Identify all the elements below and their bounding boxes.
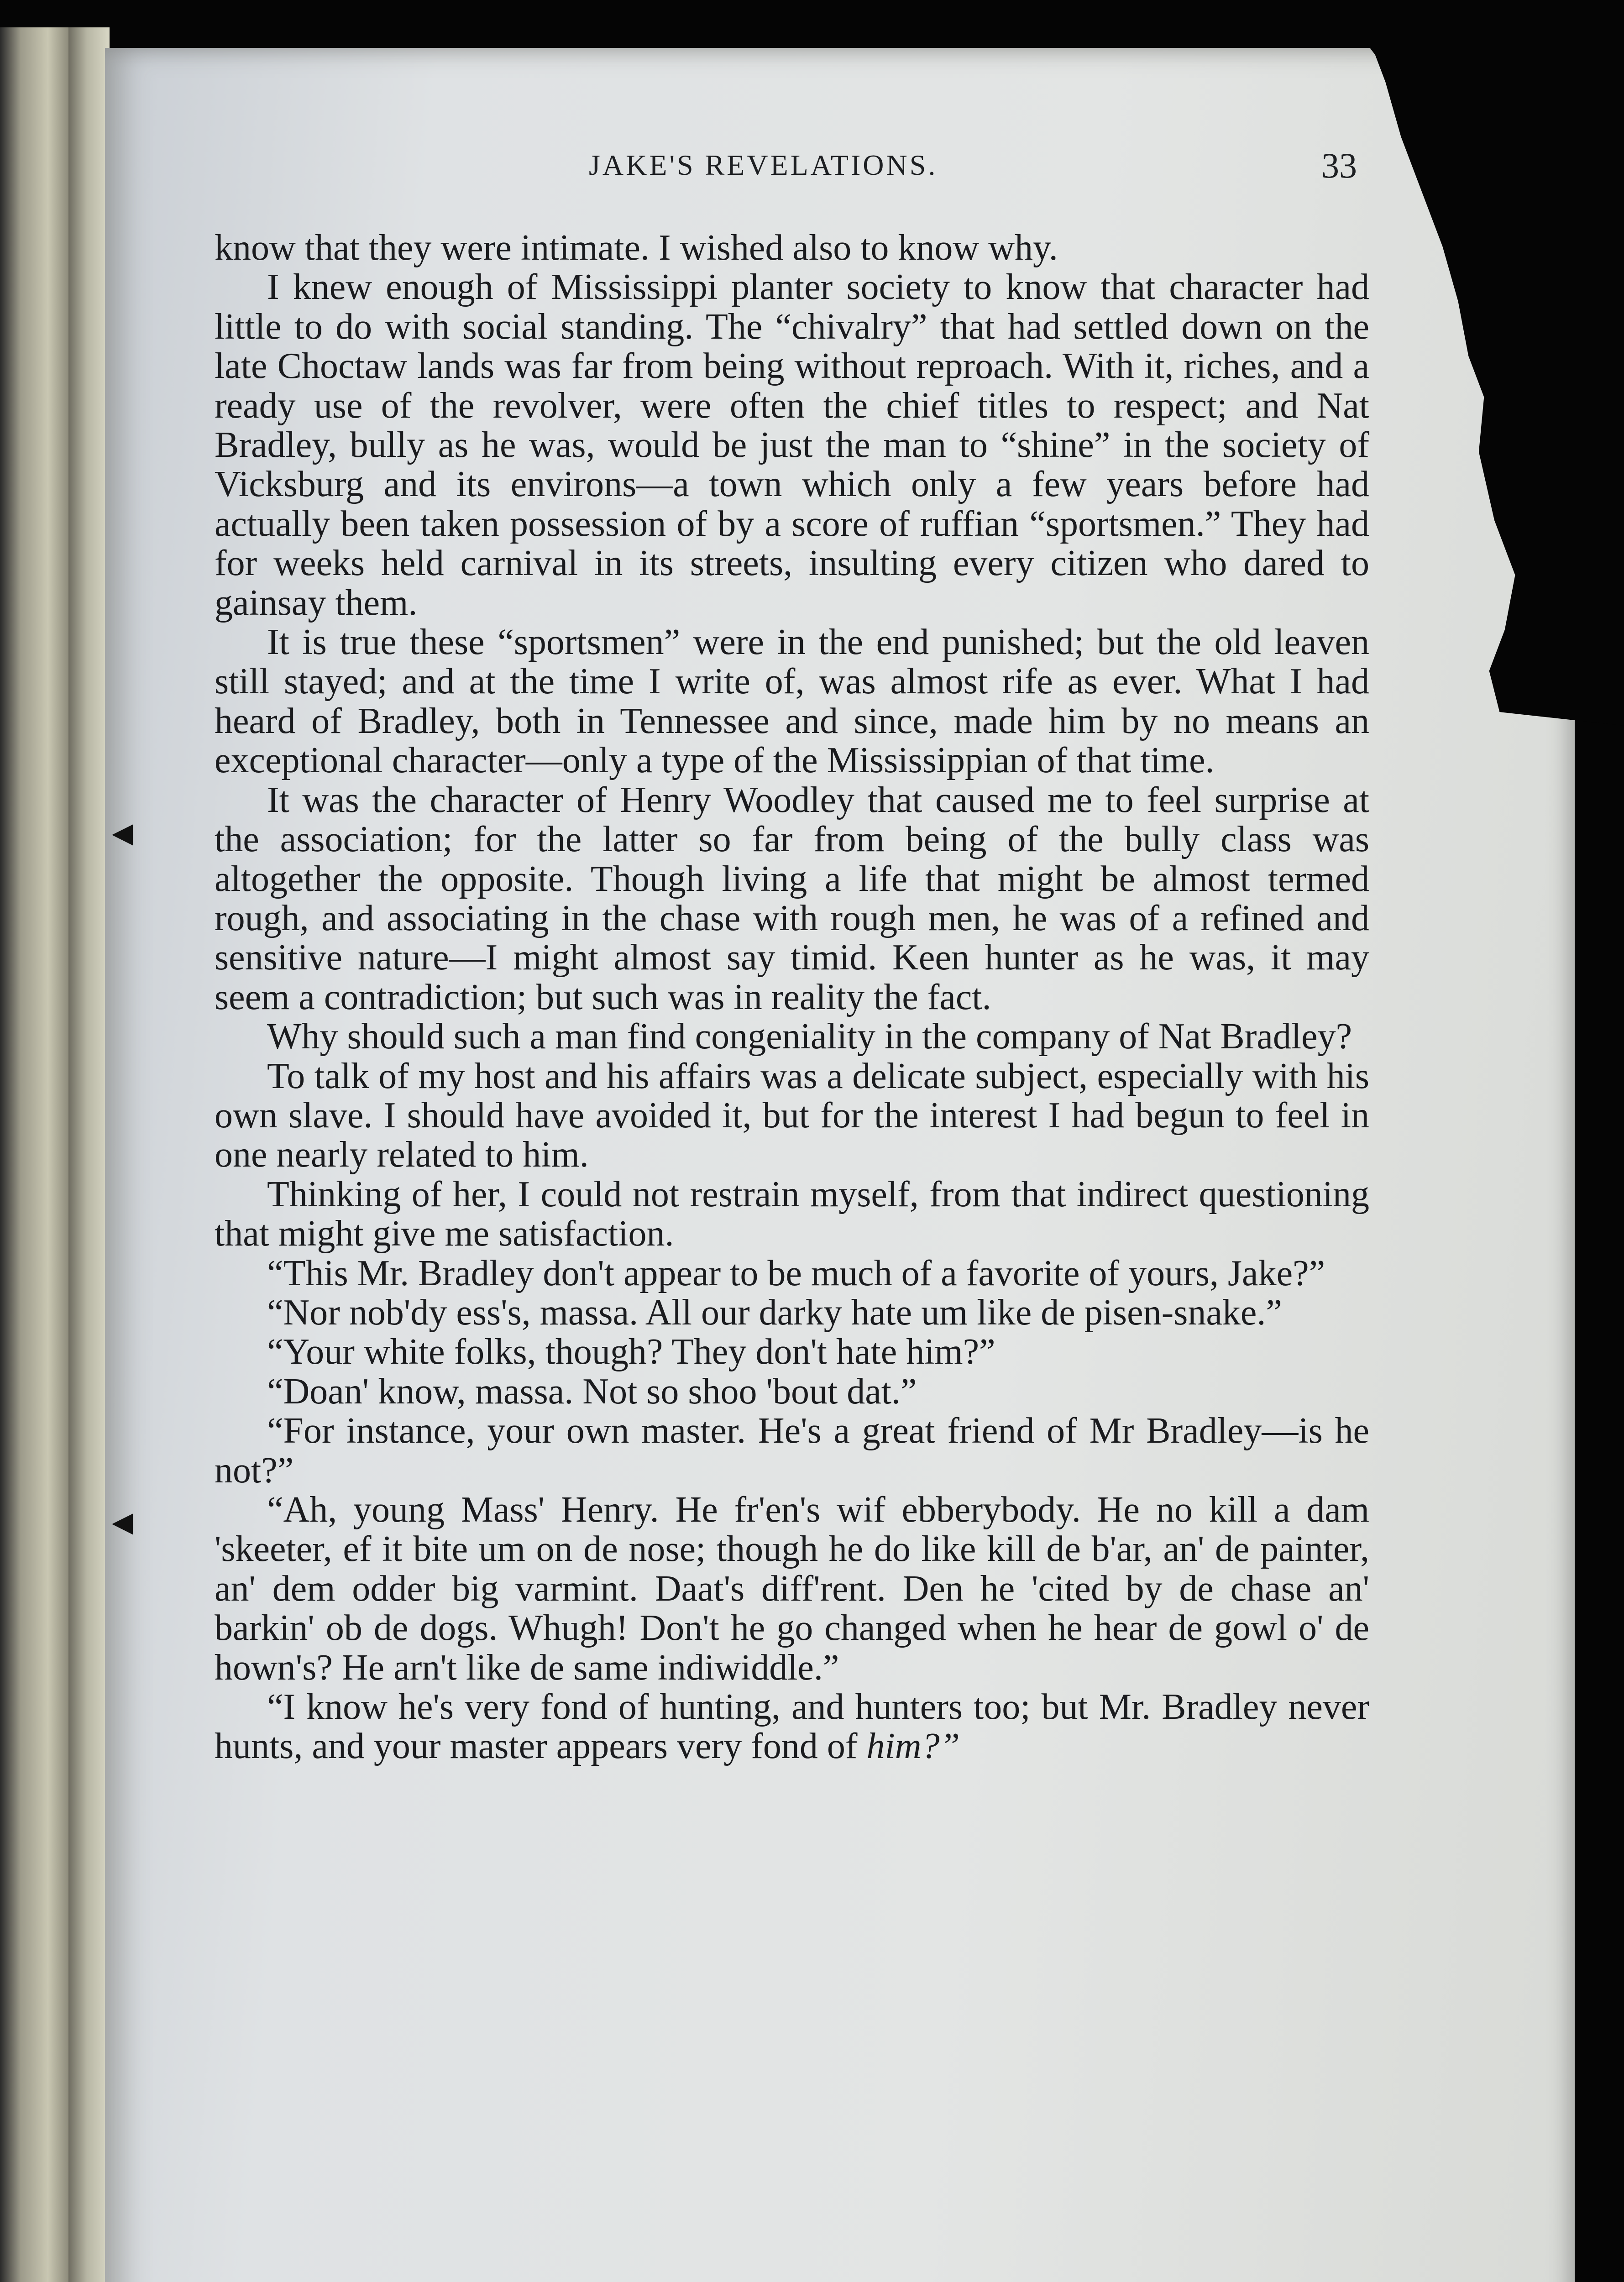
paragraph: know that they were intimate. I wished also to know why.: [215, 228, 1058, 268]
paragraph: “Doan' know, massa. Not so shoo 'bout dat.”: [267, 1371, 917, 1412]
paragraph: “For instance, your own master. He's a great friend of Mr Bradley—is he not?”: [215, 1411, 1369, 1491]
book-gutter: [68, 27, 110, 2282]
paragraph: “Ah, young Mass' Henry. He fr'en's wif ebberybody. He no kill a dam 'skeeter, ef it bite um on de nose; though he do like kill de b'ar, an' de painter, an' dem odder big varmint. Daat's diff'rent. Den he 'cited by de chase an' barkin' ob de dogs. Whugh! Don't he go changed when he hear de gowl o' de hown's? He arn't like de same indiwiddle.”: [215, 1490, 1369, 1688]
facing-page-edge: [0, 27, 68, 2282]
running-head: JAKE'S REVELATIONS.: [589, 149, 938, 181]
body-text: [215, 228, 1369, 1766]
paragraph: It is true these “sportsmen” were in the end punished; but the old leaven still stayed; and at the time I write of, was almost rife as ever. What I had heard of Bradley, both in Tennessee and since, made him by no means an exceptional character—only a type of the Mississippian of that time.: [215, 622, 1369, 781]
paragraph: Thinking of her, I could not restrain myself, from that indirect questioning that might give me satisfaction.: [215, 1174, 1369, 1254]
italic-ending: him?”: [866, 1726, 960, 1767]
paragraph: It was the character of Henry Woodley that caused me to feel surprise at the association; for the latter so far from being of the bully class was altogether the opposite. Though living a life that might be almost termed rough, and associating in the chase with rough men, he was of a refined and sensitive nature—I might almost say timid. Keen hunter as he was, it may seem a contradiction; but such was in reality the fact.: [215, 780, 1369, 1017]
paragraph: “Nor nob'dy ess's, massa. All our darky hate um like de pisen-snake.”: [267, 1292, 1282, 1333]
margin-mark: ◀: [112, 1507, 133, 1537]
margin-mark: ◀: [112, 818, 133, 848]
paragraph: Why should such a man find congeniality in the company of Nat Bradley?: [267, 1016, 1352, 1057]
paragraph: I knew enough of Mississippi planter society to know that character had little to do with social standing. The “chivalry” that had settled down on the late Choctaw lands was far from being without reproach. With it, riches, and a ready use of the revolver, were often the chief titles to respect; and Nat Bradley, bully as he was, would be just the man to “shine” in the society of Vicksburg and its environs—a town which only a few years before had actually been taken possession of by a score of ruffian “sportsmen.” They had for weeks held carnival in its streets, insulting every citizen who dared to gainsay them.: [215, 267, 1369, 623]
paragraph-text: “I know he's very fond of hunting, and hunters too; but Mr. Bradley never hunts, and your master appears very fond of: [215, 1687, 1369, 1767]
page-number: 33: [1321, 146, 1357, 185]
paragraph-final: [215, 1687, 1369, 1766]
paragraph: “This Mr. Bradley don't appear to be much of a favorite of yours, Jake?”: [267, 1253, 1325, 1293]
paragraph: “Your white folks, though? They don't hate him?”: [267, 1332, 995, 1372]
paragraph: To talk of my host and his affairs was a delicate subject, especially with his own slave. I should have avoided it, but for the interest I had begun to feel in one nearly related to him.: [215, 1056, 1369, 1175]
